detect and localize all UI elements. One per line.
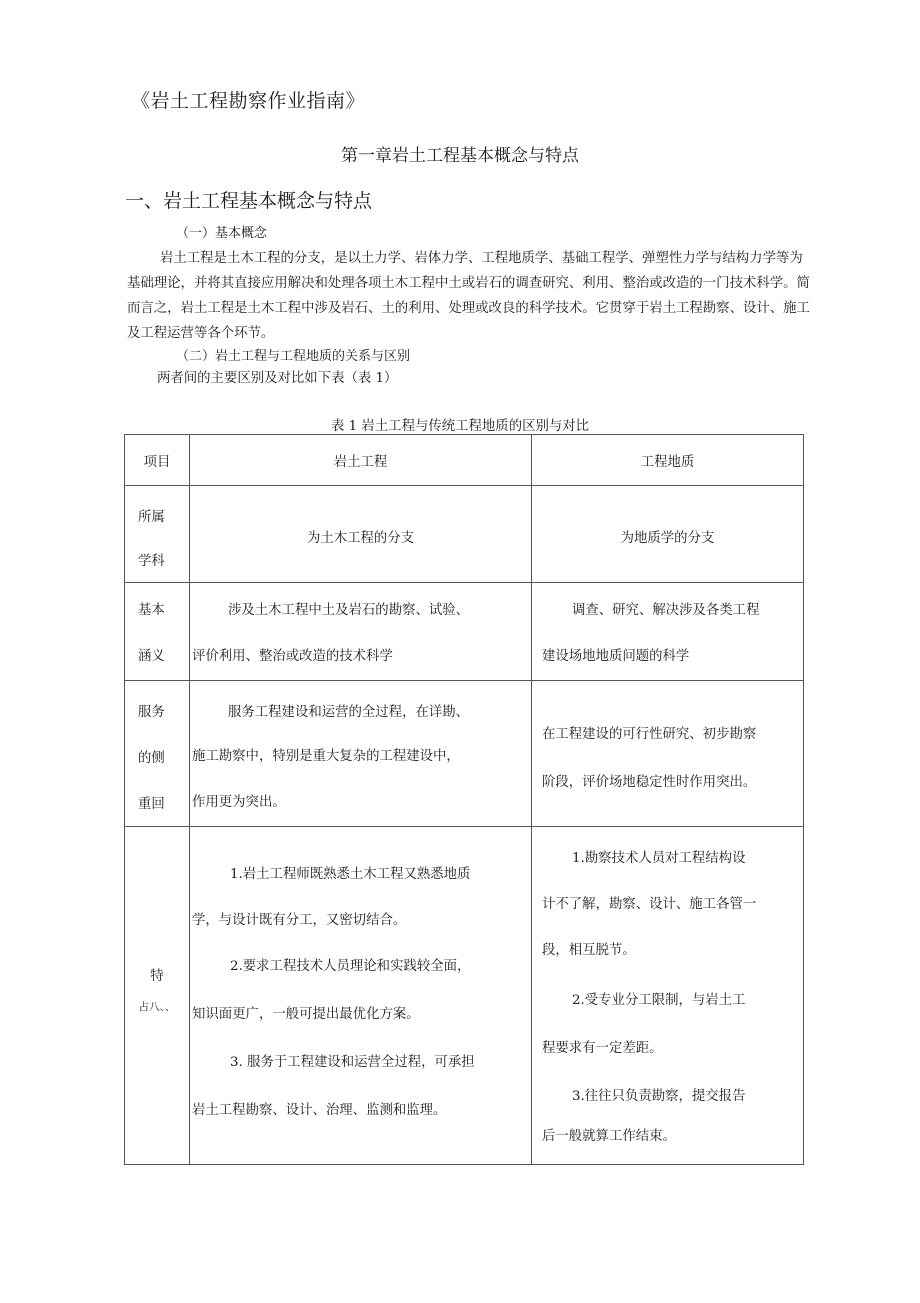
cell-text: 为地质学的分支: [620, 531, 715, 546]
cell-text-line: 1.岩土工程师既熟悉土木工程又熟悉地质: [230, 867, 471, 882]
cell-text-line: 3.往往只负责勘察，提交报告: [572, 1089, 746, 1104]
geology-cell: [532, 827, 804, 1165]
table-row: [125, 583, 804, 681]
basic-concept-paragraph: [127, 246, 810, 346]
cell-text-line: 2.要求工程技术人员理论和实践较全面，: [230, 959, 471, 974]
cell-text-line: 1.勘察技术人员对工程结构设: [572, 851, 746, 866]
document-title: 《岩土工程勘察作业指南》: [131, 90, 366, 112]
row-label-cell: [125, 681, 190, 827]
header-cell: [125, 435, 190, 486]
header-geotech-label: 岩土工程: [333, 455, 388, 470]
subheading-relation: （二）岩土工程与工程地质的关系与区别: [176, 349, 411, 364]
table-intro-line: 两者间的主要区别及对比如下表（表 1）: [157, 371, 398, 386]
geology-cell: [532, 681, 804, 827]
cell-text-line: 涉及土木工程中土及岩石的勘察、试验、: [228, 603, 470, 618]
geotech-cell: [190, 681, 532, 827]
cell-text-line: 调查、研究、解决涉及各类工程: [572, 603, 760, 618]
cell-text-line: 施工勘察中，特别是重大复杂的工程建设中，: [192, 749, 460, 764]
row-label-line: 服务: [138, 705, 165, 720]
cell-text-line: 评价利用、整治或改造的技术科学: [192, 649, 393, 664]
cell-text-line: 学，与设计既有分工，又密切结合。: [192, 913, 407, 928]
geotech-cell: [190, 583, 532, 681]
cell-text-line: 3. 服务于工程建设和运营全过程，可承担: [230, 1055, 475, 1070]
header-cell: [532, 435, 804, 486]
row-label-line: 占八、、: [138, 1001, 176, 1013]
geotech-cell: [190, 827, 532, 1165]
row-label-line: 重回: [138, 797, 165, 812]
section-title: 一、岩土工程基本概念与特点: [125, 190, 373, 212]
cell-text: 为土木工程的分支: [306, 531, 415, 546]
geology-cell: [532, 583, 804, 681]
cell-text-line: 在工程建设的可行性研究、初步勘察: [542, 727, 757, 742]
row-label-cell: [125, 486, 190, 583]
row-label-line: 基本: [138, 603, 165, 618]
paragraph-line: 而言之，岩土工程是土木工程中涉及岩石、土的利用、处理或改良的科学技术。它贯穿于岩土工程勘察、设计、施工: [127, 301, 810, 316]
row-label-cell: [125, 827, 190, 1165]
cell-text-line: 岩土工程勘察、设计、治理、监测和监理。: [192, 1103, 447, 1118]
cell-text-line: 阶段，评价场地稳定性时作用突出。: [542, 775, 757, 790]
row-label-line: 的侧: [138, 751, 165, 766]
cell-text-line: 后一般就算工作结束。: [542, 1129, 676, 1144]
table-header-row: [125, 435, 804, 486]
table-caption: 表 1 岩土工程与传统工程地质的区别与对比: [330, 419, 590, 434]
cell-text-line: 计不了解，勘察、设计、施工各管一: [542, 897, 757, 912]
cell-text-line: 程要求有一定差距。: [542, 1041, 663, 1056]
cell-text-line: 2.受专业分工限制，与岩土工: [572, 993, 746, 1008]
paragraph-line: 岩土工程是土木工程的分支，是以土力学、岩体力学、工程地质学、基础工程学、弹塑性力学与结构力学等为: [160, 251, 803, 266]
cell-text-line: 段，相互脱节。: [542, 943, 636, 958]
row-label-line: 学科: [138, 554, 165, 569]
cell-text-line: 知识面更广，一般可提出最优化方案。: [192, 1007, 420, 1022]
geotech-cell: [190, 486, 532, 583]
row-label-line: 所属: [138, 510, 165, 525]
row-label-line: 特: [150, 969, 164, 984]
chapter-title: 第一章岩土工程基本概念与特点: [341, 146, 579, 166]
table-row: [125, 486, 804, 583]
subheading-basic-concept: （一）基本概念: [176, 226, 268, 241]
cell-text-line: 建设场地地质问题的科学: [542, 649, 690, 664]
cell-text-line: 作用更为突出。: [192, 795, 286, 810]
row-label-line: 涵义: [138, 649, 165, 664]
table-row: [125, 827, 804, 1165]
header-cell: [190, 435, 532, 486]
comparison-table: [124, 434, 804, 1165]
geology-cell: [532, 486, 804, 583]
paragraph-line: 基础理论，并将其直接应用解决和处理各项土木工程中土或岩石的调查研究、利用、整治或改造的一门技术科学。简: [127, 276, 810, 291]
header-geology-label: 工程地质: [640, 455, 695, 470]
paragraph-line: 及工程运营等各个环节。: [127, 326, 275, 341]
row-label-cell: [125, 583, 190, 681]
cell-text-line: 服务工程建设和运营的全过程，在详勘、: [228, 705, 470, 720]
header-item-label: 项目: [143, 455, 171, 470]
table-row: [125, 681, 804, 827]
